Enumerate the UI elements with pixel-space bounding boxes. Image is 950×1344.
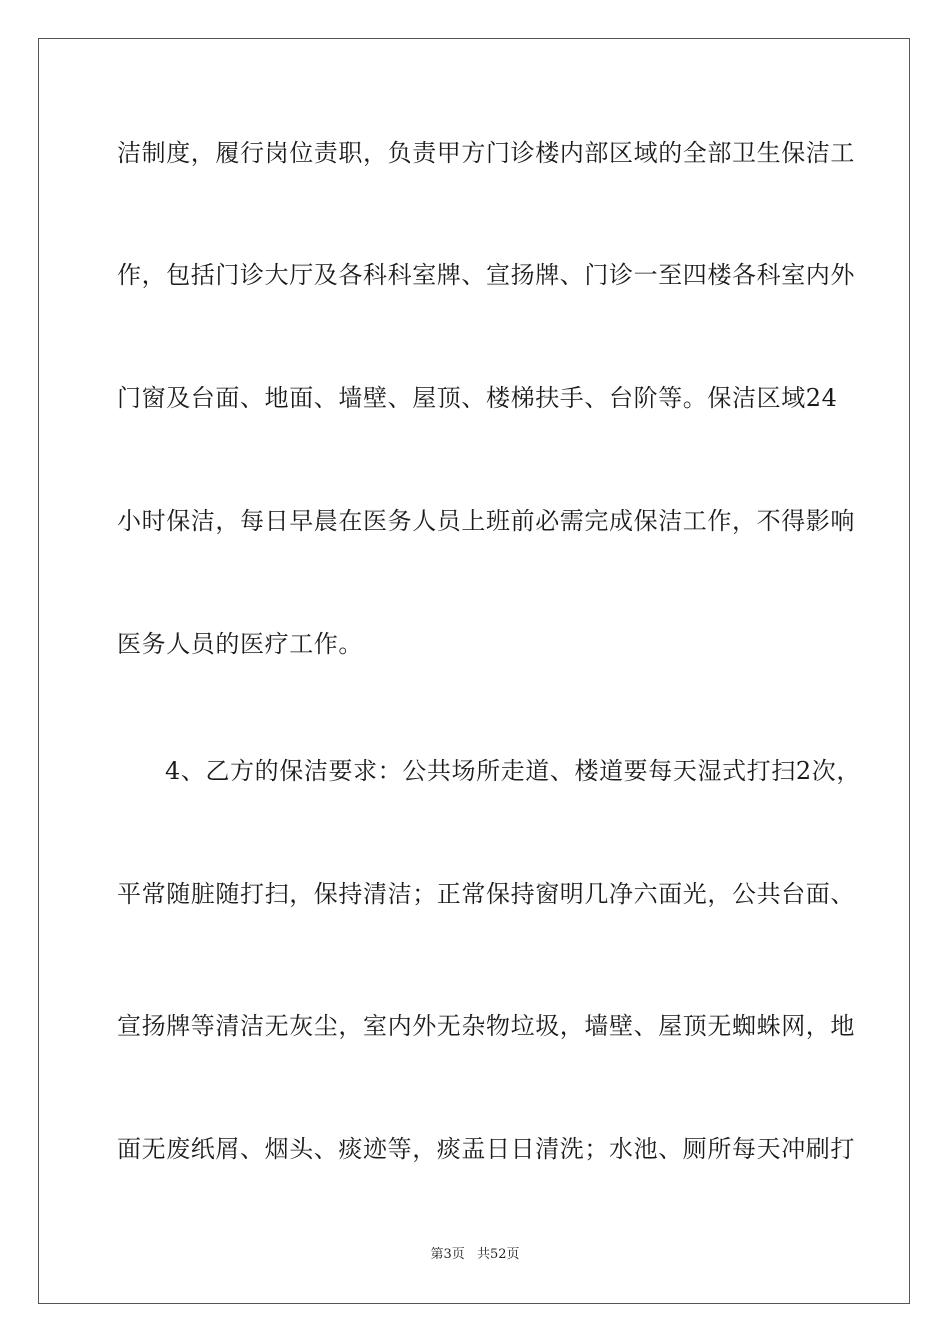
text-line-8: 宣扬牌等清洁无灰尘，室内外无杂物垃圾，墙壁、屋顶无蜘蛛网，地: [117, 1012, 855, 1040]
page-footer: [0, 1247, 950, 1263]
text-line-9: 面无废纸屑、烟头、痰迹等，痰盂日日清洗；水池、厕所每天冲刷打: [117, 1135, 855, 1163]
text-line-2: 作，包括门诊大厅及各科科室牌、宣扬牌、门诊一至四楼各科室内外: [117, 261, 855, 289]
text-line-6-paragraph-start: 4、乙方的保洁要求：公共场所走道、楼道要每天湿式打扫2次，: [165, 757, 861, 785]
text-line-5: 医务人员的医疗工作。: [117, 630, 363, 658]
text-line-1: 洁制度，履行岗位责职，负责甲方门诊楼内部区域的全部卫生保洁工: [117, 139, 855, 167]
text-line-3: 门窗及台面、地面、墙壁、屋顶、楼梯扶手、台阶等。保洁区域24: [117, 384, 838, 412]
text-line-7: 平常随脏随打扫，保持清洁；正常保持窗明几净六面光，公共台面、: [117, 880, 855, 908]
page-border: [38, 38, 910, 1304]
page-number: 第3页: [430, 1247, 465, 1262]
text-line-4: 小时保洁，每日早晨在医务人员上班前必需完成保洁工作，不得影响: [117, 507, 855, 535]
page-total: 共52页: [476, 1247, 520, 1262]
